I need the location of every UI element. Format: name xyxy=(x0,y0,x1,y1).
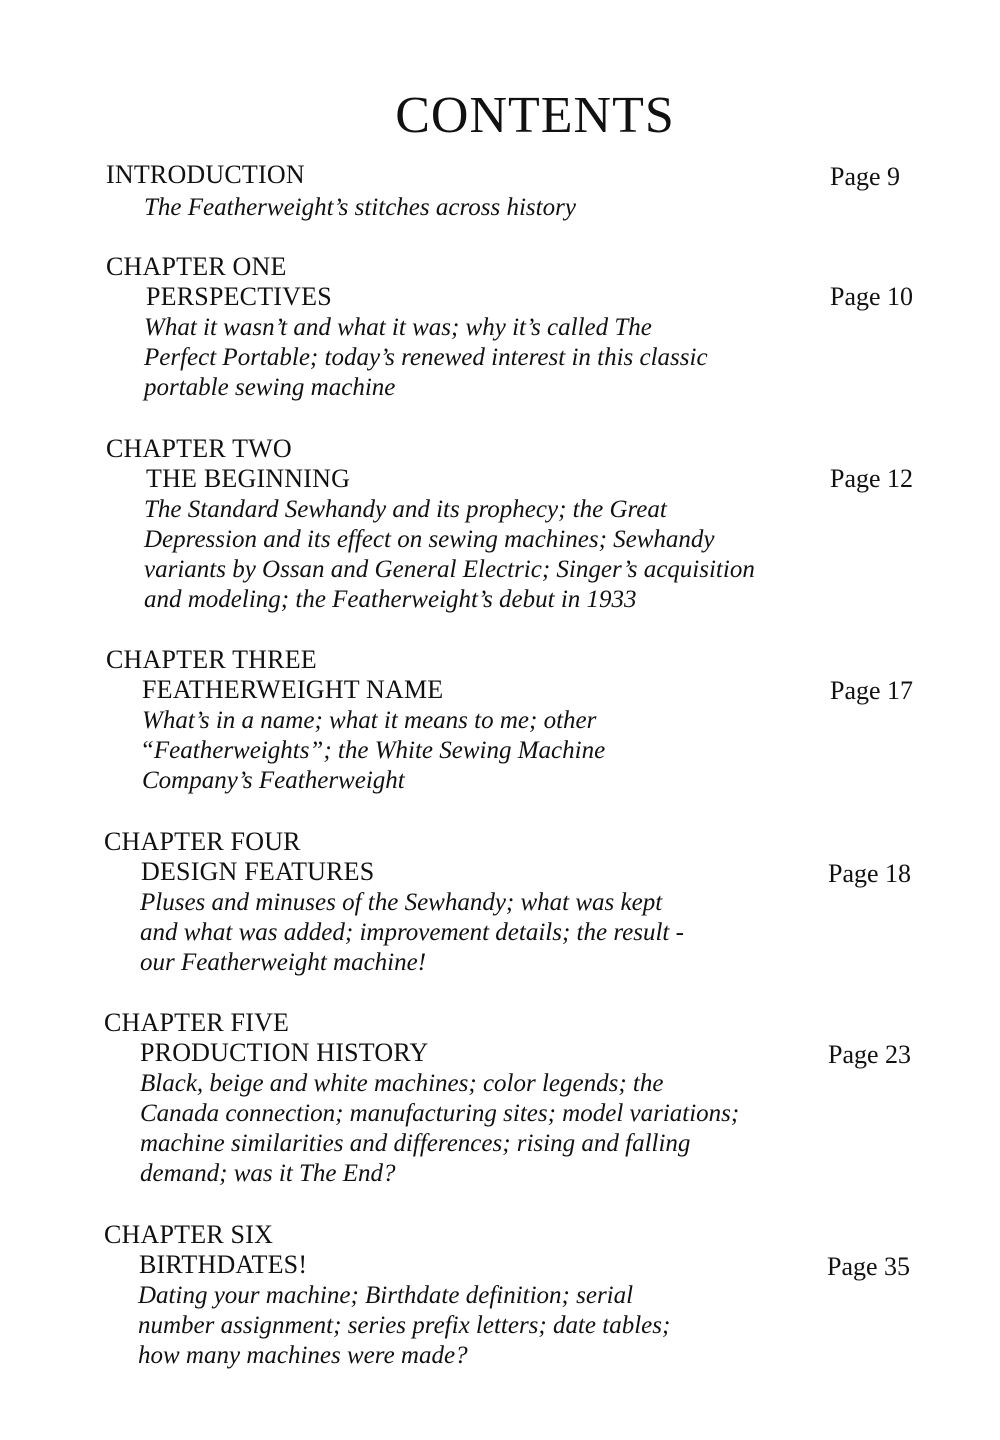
entry-page-number: Page 17 xyxy=(830,676,914,705)
entry-description-line: how many machines were made? xyxy=(138,1342,468,1369)
entry-description-line: Canada connection; manufacturing sites; model variations; xyxy=(140,1100,740,1127)
entry-page-number: Page 12 xyxy=(830,464,914,493)
entry-description-line: Perfect Portable; today’s renewed interest in this classic xyxy=(144,344,708,371)
entry-subheading: DESIGN FEATURES xyxy=(141,857,375,886)
entry-description-line: Pluses and minuses of the Sewhandy; what was kept xyxy=(140,889,663,916)
entry-heading: CHAPTER FIVE xyxy=(104,1008,290,1037)
entry-page-number: Page 18 xyxy=(828,859,912,888)
entry-page-number: Page 23 xyxy=(828,1040,912,1069)
entry-description-line: machine similarities and differences; rising and falling xyxy=(140,1130,691,1157)
entry-description-line: and what was added; improvement details; the result - xyxy=(140,919,684,946)
entry-description-line: The Featherweight’s stitches across history xyxy=(144,194,576,221)
entry-heading: CHAPTER TWO xyxy=(106,434,292,463)
entry-description-line: variants by Ossan and General Electric; Singer’s acquisition xyxy=(144,556,755,583)
entry-description-line: Dating your machine; Birthdate definition; serial xyxy=(138,1282,634,1309)
entry-page-number: Page 10 xyxy=(830,282,914,311)
entry-page-number: Page 9 xyxy=(830,162,901,191)
entry-page-number: Page 35 xyxy=(827,1252,911,1281)
entry-heading: CHAPTER FOUR xyxy=(104,827,301,856)
entry-description-line: Black, beige and white machines; color legends; the xyxy=(140,1070,664,1097)
entry-description-line: Company’s Featherweight xyxy=(142,767,405,794)
entry-description-line: portable sewing machine xyxy=(144,374,396,401)
entry-heading: INTRODUCTION xyxy=(106,160,305,189)
entry-description-line: number assignment; series prefix letters; date tables; xyxy=(138,1312,671,1339)
entry-description-line: and modeling; the Featherweight’s debut in 1933 xyxy=(144,586,637,613)
entry-subheading: PRODUCTION HISTORY xyxy=(140,1038,429,1067)
entry-description-line: The Standard Sewhandy and its prophecy; the Great xyxy=(144,496,667,523)
entry-subheading: BIRTHDATES! xyxy=(139,1250,308,1279)
entry-description-line: Depression and its effect on sewing machines; Sewhandy xyxy=(144,526,715,553)
entry-subheading: PERSPECTIVES xyxy=(146,282,332,311)
entry-subheading: THE BEGINNING xyxy=(146,464,351,493)
page-title: CONTENTS xyxy=(395,87,675,144)
entry-subheading: FEATHERWEIGHT NAME xyxy=(142,675,444,704)
entry-description-line: What’s in a name; what it means to me; other xyxy=(142,707,597,734)
entry-description-line: What it wasn’t and what it was; why it’s called The xyxy=(144,314,652,341)
entry-heading: CHAPTER ONE xyxy=(106,252,287,281)
entry-heading: CHAPTER THREE xyxy=(106,645,317,674)
entry-description-line: demand; was it The End? xyxy=(140,1160,396,1187)
entry-description-line: our Featherweight machine! xyxy=(140,949,427,976)
entry-description-line: “Featherweights”; the White Sewing Machine xyxy=(140,737,606,764)
entry-heading: CHAPTER SIX xyxy=(104,1220,274,1249)
